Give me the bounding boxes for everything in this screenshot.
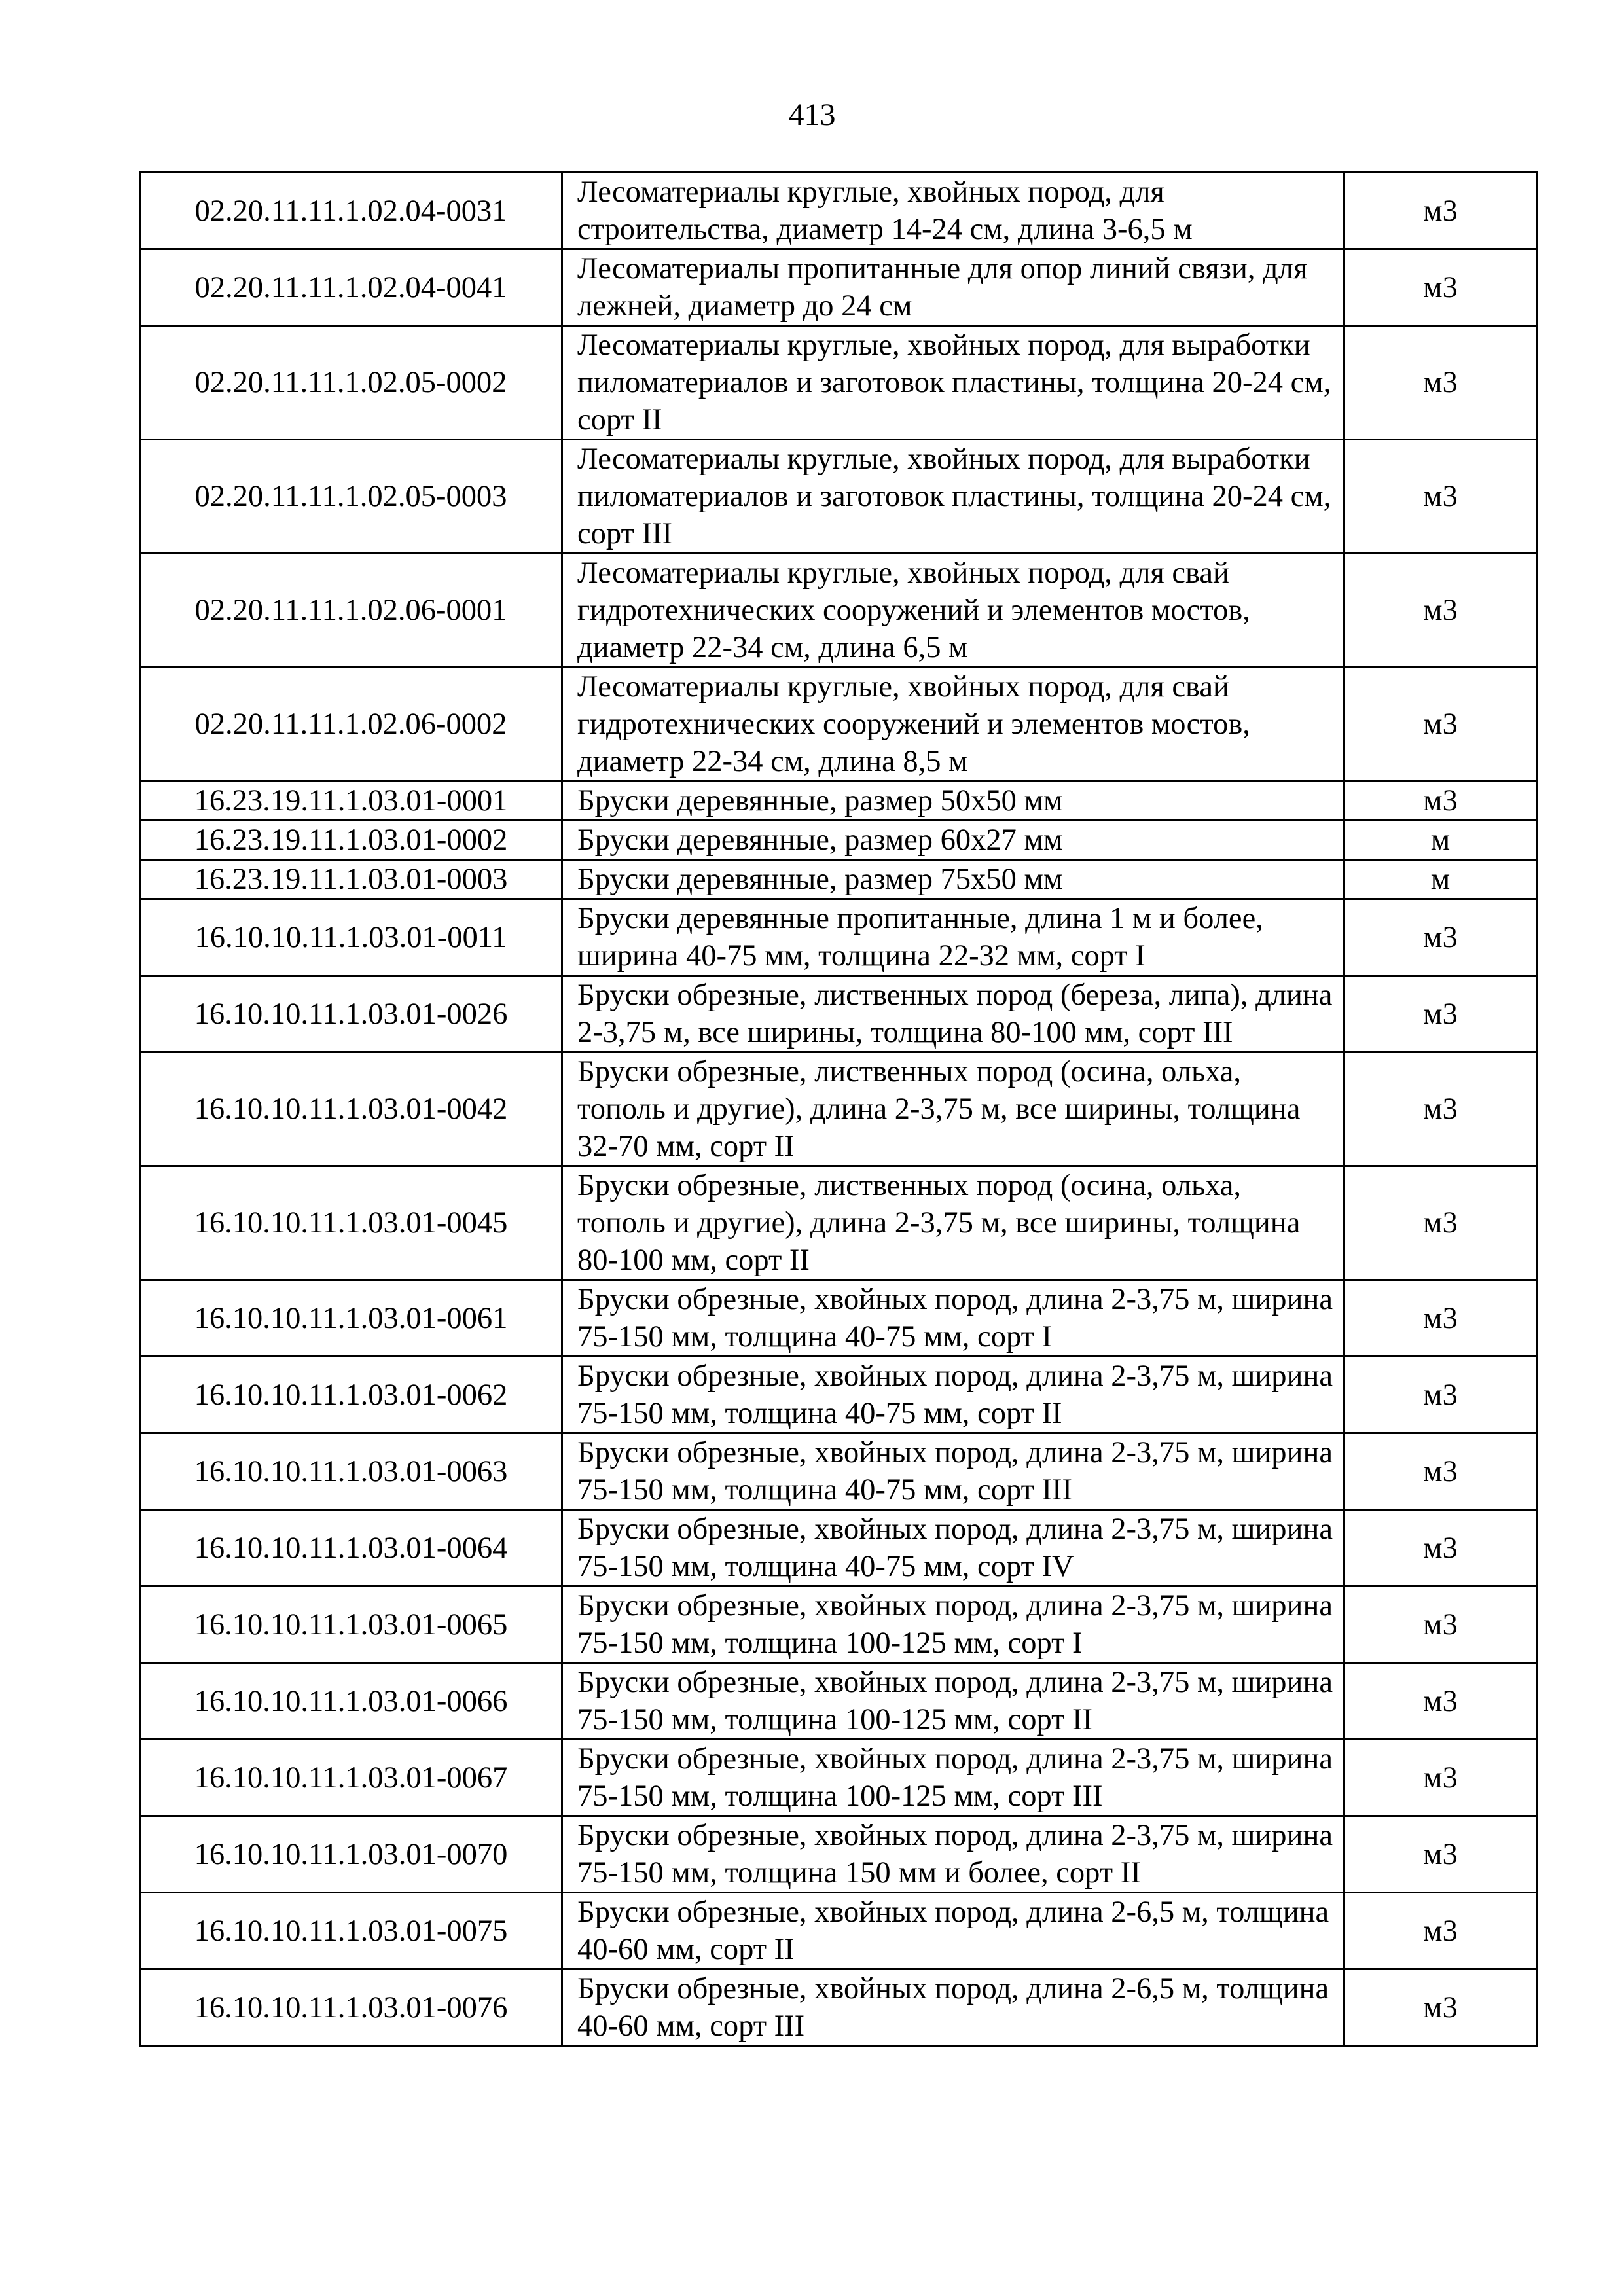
row-unit: м3	[1344, 1587, 1537, 1663]
row-unit: м3	[1344, 173, 1537, 249]
table-row	[140, 1740, 1537, 1816]
row-code: 16.10.10.11.1.03.01-0042	[140, 1052, 562, 1166]
row-unit: м3	[1344, 249, 1537, 326]
table-row	[140, 860, 1537, 899]
row-code: 16.10.10.11.1.03.01-0076	[140, 1969, 562, 2046]
row-unit: м3	[1344, 1893, 1537, 1969]
row-unit: м3	[1344, 1357, 1537, 1433]
row-code: 16.10.10.11.1.03.01-0063	[140, 1433, 562, 1510]
row-name: Бруски деревянные, размер 60х27 мм	[562, 821, 1344, 860]
resource-table	[139, 171, 1538, 2047]
row-code: 16.10.10.11.1.03.01-0066	[140, 1663, 562, 1740]
table-row	[140, 1893, 1537, 1969]
row-unit: м	[1344, 860, 1537, 899]
table-row	[140, 1663, 1537, 1740]
row-name: Бруски обрезные, хвойных пород, длина 2-3,75 м, ширина 75-150 мм, толщина 100-125 мм, сорт III	[562, 1740, 1344, 1816]
row-name: Лесоматериалы пропитанные для опор линий связи, для лежней, диаметр до 24 см	[562, 249, 1344, 326]
row-code: 02.20.11.11.1.02.06-0002	[140, 668, 562, 781]
row-code: 16.10.10.11.1.03.01-0064	[140, 1510, 562, 1587]
row-code: 16.10.10.11.1.03.01-0011	[140, 899, 562, 976]
row-unit: м3	[1344, 326, 1537, 440]
table-row	[140, 1969, 1537, 2046]
table-row	[140, 1052, 1537, 1166]
row-unit: м3	[1344, 1740, 1537, 1816]
row-code: 16.10.10.11.1.03.01-0026	[140, 976, 562, 1052]
table-row	[140, 1510, 1537, 1587]
table-row	[140, 781, 1537, 821]
row-name: Бруски обрезные, лиственных пород (осина, ольха, тополь и другие), длина 2-3,75 м, все ширины, толщина 32-70 мм, сорт II	[562, 1052, 1344, 1166]
row-code: 16.23.19.11.1.03.01-0003	[140, 860, 562, 899]
row-name: Бруски обрезные, хвойных пород, длина 2-3,75 м, ширина 75-150 мм, толщина 100-125 мм, сорт I	[562, 1587, 1344, 1663]
row-unit: м3	[1344, 976, 1537, 1052]
row-name: Лесоматериалы круглые, хвойных пород, для строительства, диаметр 14-24 см, длина 3-6,5 м	[562, 173, 1344, 249]
row-code: 16.10.10.11.1.03.01-0061	[140, 1280, 562, 1357]
row-name: Бруски обрезные, хвойных пород, длина 2-3,75 м, ширина 75-150 мм, толщина 100-125 мм, сорт II	[562, 1663, 1344, 1740]
table-row	[140, 976, 1537, 1052]
row-code: 02.20.11.11.1.02.04-0031	[140, 173, 562, 249]
row-unit: м3	[1344, 1433, 1537, 1510]
table-row	[140, 440, 1537, 554]
row-name: Бруски деревянные, размер 50х50 мм	[562, 781, 1344, 821]
row-name: Бруски обрезные, лиственных пород (береза, липа), длина 2-3,75 м, все ширины, толщина 80-100 мм, сорт III	[562, 976, 1344, 1052]
row-unit: м3	[1344, 899, 1537, 976]
table-row	[140, 1587, 1537, 1663]
row-code: 02.20.11.11.1.02.05-0003	[140, 440, 562, 554]
table-row	[140, 1166, 1537, 1280]
table-row	[140, 173, 1537, 249]
row-name: Бруски деревянные пропитанные, длина 1 м и более, ширина 40-75 мм, толщина 22-32 мм, сорт I	[562, 899, 1344, 976]
row-unit: м3	[1344, 1166, 1537, 1280]
row-code: 02.20.11.11.1.02.05-0002	[140, 326, 562, 440]
row-name: Бруски обрезные, хвойных пород, длина 2-3,75 м, ширина 75-150 мм, толщина 40-75 мм, сорт I	[562, 1280, 1344, 1357]
row-unit: м3	[1344, 1969, 1537, 2046]
row-unit: м3	[1344, 1510, 1537, 1587]
table-row	[140, 668, 1537, 781]
row-code: 16.10.10.11.1.03.01-0075	[140, 1893, 562, 1969]
row-unit: м3	[1344, 1280, 1537, 1357]
row-name: Лесоматериалы круглые, хвойных пород, для свай гидротехнических сооружений и элементов мостов, диаметр 22-34 см, длина 6,5 м	[562, 554, 1344, 668]
row-code: 16.10.10.11.1.03.01-0062	[140, 1357, 562, 1433]
table-row	[140, 554, 1537, 668]
row-unit: м3	[1344, 440, 1537, 554]
row-code: 16.23.19.11.1.03.01-0002	[140, 821, 562, 860]
row-unit: м3	[1344, 1816, 1537, 1893]
row-code: 02.20.11.11.1.02.04-0041	[140, 249, 562, 326]
page-number: 413	[788, 98, 836, 132]
table-row	[140, 899, 1537, 976]
row-unit: м3	[1344, 668, 1537, 781]
row-code: 16.10.10.11.1.03.01-0067	[140, 1740, 562, 1816]
row-name: Бруски обрезные, хвойных пород, длина 2-3,75 м, ширина 75-150 мм, толщина 40-75 мм, сорт II	[562, 1357, 1344, 1433]
row-code: 16.10.10.11.1.03.01-0070	[140, 1816, 562, 1893]
row-name: Бруски обрезные, хвойных пород, длина 2-3,75 м, ширина 75-150 мм, толщина 150 мм и более, сорт II	[562, 1816, 1344, 1893]
row-name: Лесоматериалы круглые, хвойных пород, для свай гидротехнических сооружений и элементов мостов, диаметр 22-34 см, длина 8,5 м	[562, 668, 1344, 781]
row-code: 16.10.10.11.1.03.01-0045	[140, 1166, 562, 1280]
row-unit: м3	[1344, 1663, 1537, 1740]
row-name: Лесоматериалы круглые, хвойных пород, для выработки пиломатериалов и заготовок пластины, толщина 20-24 см, сорт II	[562, 326, 1344, 440]
row-unit: м3	[1344, 1052, 1537, 1166]
row-code: 16.23.19.11.1.03.01-0001	[140, 781, 562, 821]
table-row	[140, 1280, 1537, 1357]
row-unit: м3	[1344, 781, 1537, 821]
row-name: Бруски обрезные, хвойных пород, длина 2-6,5 м, толщина 40-60 мм, сорт III	[562, 1969, 1344, 2046]
table-row	[140, 1357, 1537, 1433]
row-name: Бруски деревянные, размер 75х50 мм	[562, 860, 1344, 899]
table-row	[140, 326, 1537, 440]
table-row	[140, 821, 1537, 860]
resource-table-body	[140, 173, 1537, 2046]
row-name: Бруски обрезные, хвойных пород, длина 2-6,5 м, толщина 40-60 мм, сорт II	[562, 1893, 1344, 1969]
table-row	[140, 1816, 1537, 1893]
table-row	[140, 249, 1537, 326]
row-name: Лесоматериалы круглые, хвойных пород, для выработки пиломатериалов и заготовок пластины, толщина 20-24 см, сорт III	[562, 440, 1344, 554]
table-row	[140, 1433, 1537, 1510]
row-unit: м	[1344, 821, 1537, 860]
row-name: Бруски обрезные, хвойных пород, длина 2-3,75 м, ширина 75-150 мм, толщина 40-75 мм, сорт III	[562, 1433, 1344, 1510]
row-name: Бруски обрезные, хвойных пород, длина 2-3,75 м, ширина 75-150 мм, толщина 40-75 мм, сорт IV	[562, 1510, 1344, 1587]
row-unit: м3	[1344, 554, 1537, 668]
row-code: 02.20.11.11.1.02.06-0001	[140, 554, 562, 668]
row-name: Бруски обрезные, лиственных пород (осина, ольха, тополь и другие), длина 2-3,75 м, все ширины, толщина 80-100 мм, сорт II	[562, 1166, 1344, 1280]
row-code: 16.10.10.11.1.03.01-0065	[140, 1587, 562, 1663]
